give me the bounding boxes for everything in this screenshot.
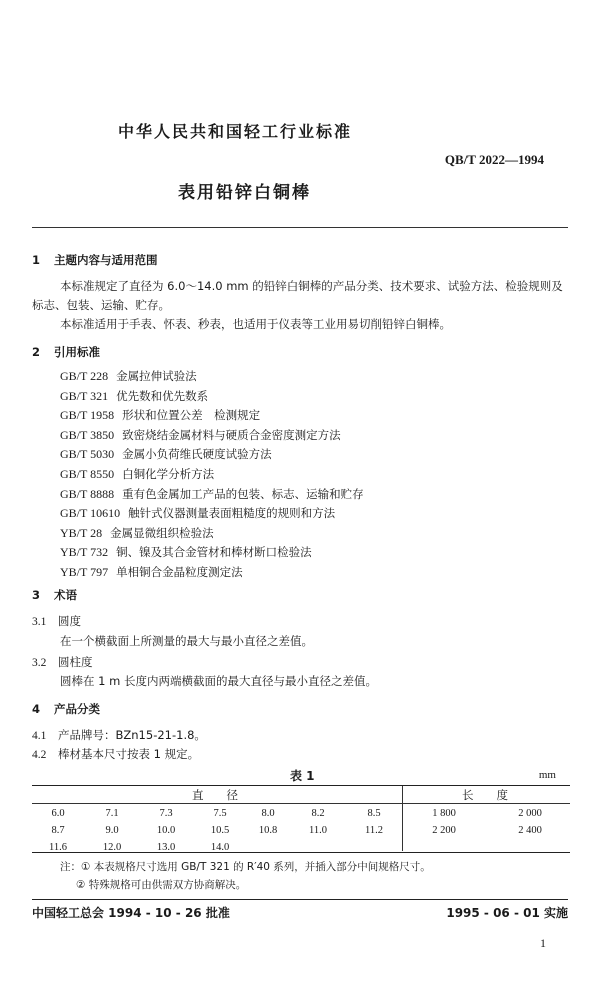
reference-item [60, 426, 364, 446]
table-cell-diameter: 8.2 [311, 808, 325, 819]
reference-code: GB/T 8888 [60, 486, 115, 501]
implementation-line: 1995 - 06 - 01 实施 [446, 906, 568, 920]
table-cell-diameter: 12.0 [102, 842, 122, 853]
standard-code: QB/T 2022—1994 [444, 152, 544, 167]
reference-name: 金属拉伸试验法 [116, 369, 197, 383]
reference-name: 金属显微组织检验法 [110, 525, 214, 540]
reference-code: GB/T 3850 [60, 427, 115, 442]
reference-name: 形状和位置公差 检测规定 [122, 408, 261, 423]
subsection-number: 4.2 [32, 749, 47, 761]
reference-item [60, 445, 364, 465]
reference-name: 单相铜合金晶粒度测定法 [116, 564, 243, 579]
table-header-length: 长 度 [462, 788, 508, 802]
reference-name: 白铜化学分析方法 [122, 466, 215, 481]
document-title: 表用铅锌白铜棒 [178, 183, 311, 203]
reference-name: 铜、镍及其合金管材和棒材断口检验法 [116, 545, 312, 560]
section-title: 术语 [54, 588, 77, 602]
table-cell-diameter: 11.0 [309, 825, 327, 836]
reference-item [60, 406, 364, 426]
section-1-para1-line2: 标志、包装、运输、贮存。 [32, 298, 170, 312]
section-title: 引用标准 [54, 345, 100, 359]
reference-code: GB/T 8550 [60, 466, 115, 481]
section-2-heading [32, 344, 100, 360]
reference-code: YB/T 732 [60, 545, 109, 560]
reference-code: YB/T 797 [60, 564, 109, 579]
table-header-diameter: 直 径 [192, 788, 238, 802]
approval-line: 中国轻工总会 1994 - 10 - 26 批准 [32, 906, 230, 920]
section-number: 3 [32, 588, 41, 602]
reference-item [60, 465, 364, 485]
reference-name: 金属小负荷维氏硬度试验方法 [122, 447, 272, 462]
section-number: 1 [32, 253, 41, 267]
table-cell-diameter: 14.0 [210, 842, 230, 853]
table-cell-diameter: 11.2 [365, 825, 383, 836]
section-4-heading [32, 701, 100, 717]
section-number: 4 [32, 702, 41, 716]
table-cell-diameter: 7.3 [159, 808, 173, 819]
table-cell-diameter: 10.0 [156, 825, 176, 836]
section-title: 主题内容与适用范围 [54, 253, 158, 267]
table-cell-diameter: 11.6 [49, 842, 67, 853]
reference-item [60, 387, 364, 407]
reference-code: GB/T 5030 [60, 447, 115, 462]
table-column-divider [402, 786, 403, 851]
section-number: 2 [32, 345, 41, 359]
reference-code: GB/T 10610 [60, 506, 121, 521]
reference-code: GB/T 228 [60, 369, 109, 383]
section-title: 产品分类 [54, 702, 100, 716]
table-cell-diameter: 8.5 [367, 808, 381, 819]
subsection-title: 圆柱度 [58, 655, 93, 669]
subsection-text: 产品牌号：BZn15-21-1.8。 [58, 728, 206, 742]
table-note-1: 注：① 本表规格尺寸选用 GB/T 321 的 R′40 系列，并插入部分中间规格尺寸。 [60, 861, 431, 873]
reference-name: 触针式仪器测量表面粗糙度的规则和方法 [128, 506, 336, 521]
table-cell-diameter: 7.5 [213, 808, 227, 819]
table-cell-diameter: 13.0 [156, 842, 176, 853]
reference-item [60, 485, 364, 505]
table-cell-diameter: 8.7 [51, 825, 65, 836]
table-unit: mm [538, 769, 556, 781]
section-1-para1-line1: 本标准规定了直径为 6.0～14.0 mm 的铅锌白铜棒的产品分类、技术要求、试验方法、检验规则及 [60, 279, 563, 293]
reference-code: YB/T 28 [60, 525, 103, 540]
subsection-3-1-text: 在一个横截面上所测量的最大与最小直径之差值。 [60, 634, 313, 648]
section-3-heading [32, 587, 77, 603]
table-cell-diameter: 10.8 [258, 825, 278, 836]
footer-divider [32, 899, 568, 900]
reference-item [60, 543, 364, 563]
table-cell-diameter: 10.5 [210, 825, 230, 836]
section-1-heading [32, 252, 158, 268]
page-number: 1 [540, 936, 546, 950]
table-cell-length: 2 200 [432, 825, 456, 836]
reference-name: 致密烧结金属材料与硬质合金密度测定方法 [122, 427, 341, 442]
subsection-number: 3.2 [32, 657, 47, 669]
table-note-2: ② 特殊规格可由供需双方协商解决。 [76, 879, 247, 891]
table-cell-diameter: 8.0 [261, 808, 275, 819]
table-title: 表 1 [290, 769, 315, 783]
subsection-4-2 [32, 746, 199, 762]
table-cell-diameter: 9.0 [105, 825, 119, 836]
reference-name: 重有色金属加工产品的包装、标志、运输和贮存 [122, 486, 364, 501]
table-cell-length: 2 400 [518, 825, 542, 836]
reference-list [60, 367, 364, 583]
table-header-divider [32, 803, 570, 804]
reference-code: GB/T 321 [60, 388, 109, 403]
subsection-4-1 [32, 727, 206, 743]
reference-item [60, 524, 364, 544]
reference-code: GB/T 1958 [60, 408, 115, 423]
reference-item [60, 367, 364, 387]
reference-item [60, 563, 364, 583]
header-divider [32, 227, 568, 228]
org-title: 中华人民共和国轻工行业标准 [118, 122, 353, 141]
subsection-text: 棒材基本尺寸按表 1 规定。 [58, 747, 200, 761]
subsection-3-1-heading [32, 613, 81, 629]
section-1-para2: 本标准适用于手表、怀表、秒表，也适用于仪表等工业用易切削铅锌白铜棒。 [60, 317, 451, 331]
table-cell-diameter: 7.1 [105, 808, 119, 819]
subsection-3-2-text: 圆棒在 1 m 长度内两端横截面的最大直径与最小直径之差值。 [60, 674, 377, 688]
table-cell-diameter: 6.0 [51, 808, 65, 819]
subsection-number: 4.1 [32, 730, 47, 742]
subsection-number: 3.1 [32, 616, 47, 628]
reference-name: 优先数和优先数系 [116, 388, 209, 403]
table-cell-length: 2 000 [518, 808, 542, 819]
table-cell-length: 1 800 [432, 808, 456, 819]
subsection-title: 圆度 [58, 614, 81, 628]
subsection-3-2-heading [32, 654, 93, 670]
reference-item [60, 504, 364, 524]
